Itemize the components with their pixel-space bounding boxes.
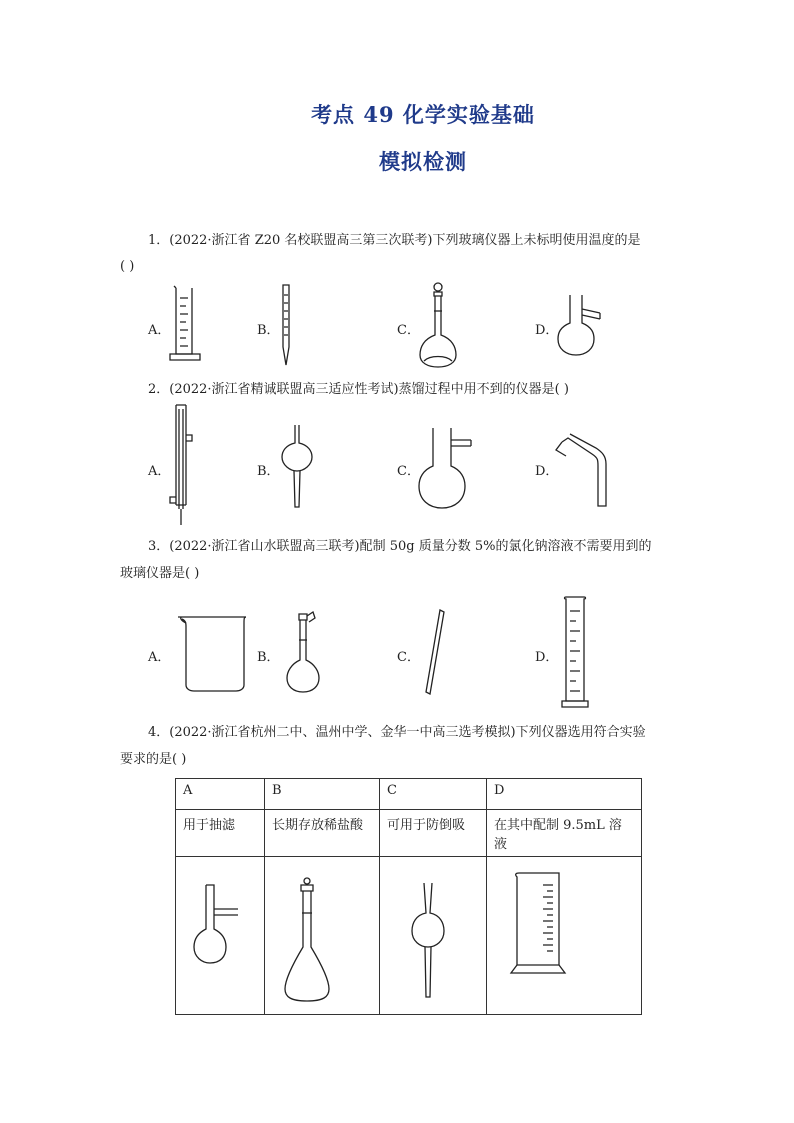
q2-option-b-label: B． [257,464,280,479]
question-1-bracket: ( ) [120,259,135,274]
stoppered-volumetric-flask-icon [283,877,335,1005]
table-header-d: D [487,779,642,810]
side-arm-flask-icon [194,885,244,969]
table-header-b: B [265,779,380,810]
q3-option-b-label: B． [257,650,280,665]
pipette-icon [280,285,294,369]
q3-option-a-label: A． [148,650,171,665]
graduated-cylinder-icon [513,873,573,983]
separatory-funnel-icon [410,883,450,1003]
table-use-row [176,810,642,857]
stoppered-volumetric-flask-icon [418,281,462,369]
question-1-text: 1．(2022·浙江省 Z20 名校联盟高三第三次联考)下列玻璃仪器上未标明使用温度的是 [148,233,641,248]
table-use-d: 在其中配制 9.5mL 溶液 [487,810,642,857]
q2-option-a-label: A． [148,464,171,479]
q1-option-a-label: A． [148,323,171,338]
table-use-c: 可用于防倒吸 [380,810,487,857]
table-use-b: 长期存放稀盐酸 [265,810,380,857]
distillation-flask-icon [417,428,475,512]
table-image-b [265,857,380,1015]
question-4-text-cont: 要求的是( ) [120,752,187,767]
question-2-text: 2．(2022·浙江省精诚联盟高三适应性考试)蒸馏过程中用不到的仪器是( ) [148,382,569,397]
q1-option-b-label: B． [257,323,280,338]
question-3-text-cont: 玻璃仪器是( ) [120,566,200,581]
question-3-text: 3．(2022·浙江省山水联盟高三联考)配制 50g 质量分数 5%的氯化钠溶液不需要用到的 [148,539,652,554]
table-header-row [176,779,642,810]
bent-glass-tube-icon [558,432,608,504]
table-header-c: C [380,779,487,810]
q2-option-d-label: D． [535,464,559,479]
q2-option-c-label: C． [397,464,420,479]
glass-rod-icon [424,610,446,696]
volumetric-flask-icon [285,612,327,694]
measuring-cylinder-icon [170,286,210,364]
page-title: 考点 49 化学实验基础 [311,102,535,127]
table-header-a: A [176,779,265,810]
instrument-choice-table [175,778,642,1015]
q3-option-c-label: C． [397,650,420,665]
table-image-d [487,857,642,1015]
q1-option-d-label: D． [535,323,559,338]
table-image-a [176,857,265,1015]
condenser-icon [172,405,196,529]
page-subtitle: 模拟检测 [379,149,467,174]
question-4-text: 4．(2022·浙江省杭州二中、温州中学、金华一中高三选考模拟)下列仪器选用符合实验 [148,725,646,740]
beaker-icon [178,615,252,693]
q3-option-d-label: D． [535,650,559,665]
table-image-row [176,857,642,1015]
table-image-c [380,857,487,1015]
side-arm-flask-icon [556,293,606,357]
separatory-funnel-icon [282,425,316,511]
q1-option-c-label: C． [397,323,420,338]
table-use-a: 用于抽滤 [176,810,265,857]
graduated-cylinder-icon [560,597,590,709]
